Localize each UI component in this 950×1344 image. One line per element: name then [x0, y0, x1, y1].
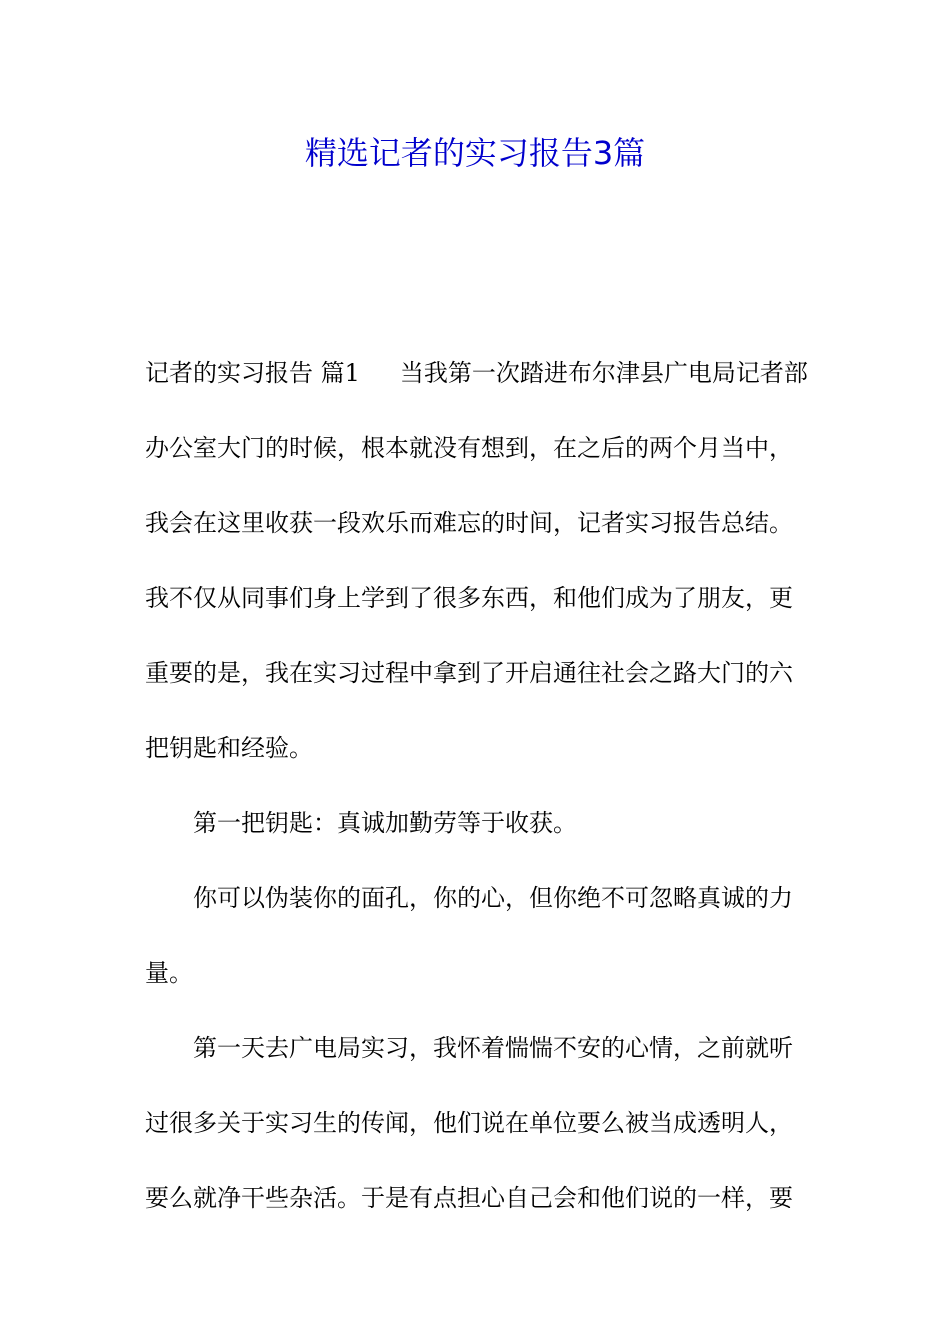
section-heading: 记者的实习报告 篇1	[145, 359, 360, 387]
paragraph-1	[145, 336, 810, 786]
paragraph-4: 第一天去广电局实习，我怀着惴惴不安的心情，之前就听过很多关于实习生的传闻，他们说在单位要么被当成透明人，要么就净干些杂活。于是有点担心自己会和他们说的一样，要	[145, 1034, 793, 1212]
paragraph-2: 第一把钥匙：真诚加勤劳等于收获。	[193, 809, 577, 837]
paragraph-text: 当我第一次踏进布尔津县广电局记者部办公室大门的时候，根本就没有想到，在之后的两个月当中，我会在这里收获一段欢乐而难忘的时间，记者实习报告总结。我不仅从同事们身上学到了很多东西，和他们成为了朋友，更重要的是，我在实习过程中拿到了开启通往社会之路大门的六把钥匙和经验。	[145, 359, 808, 762]
paragraph-3: 你可以伪装你的面孔，你的心，但你绝不可忽略真诚的力量。	[145, 884, 793, 987]
document-body	[145, 336, 810, 1236]
document-title: 精选记者的实习报告3篇	[304, 134, 646, 172]
